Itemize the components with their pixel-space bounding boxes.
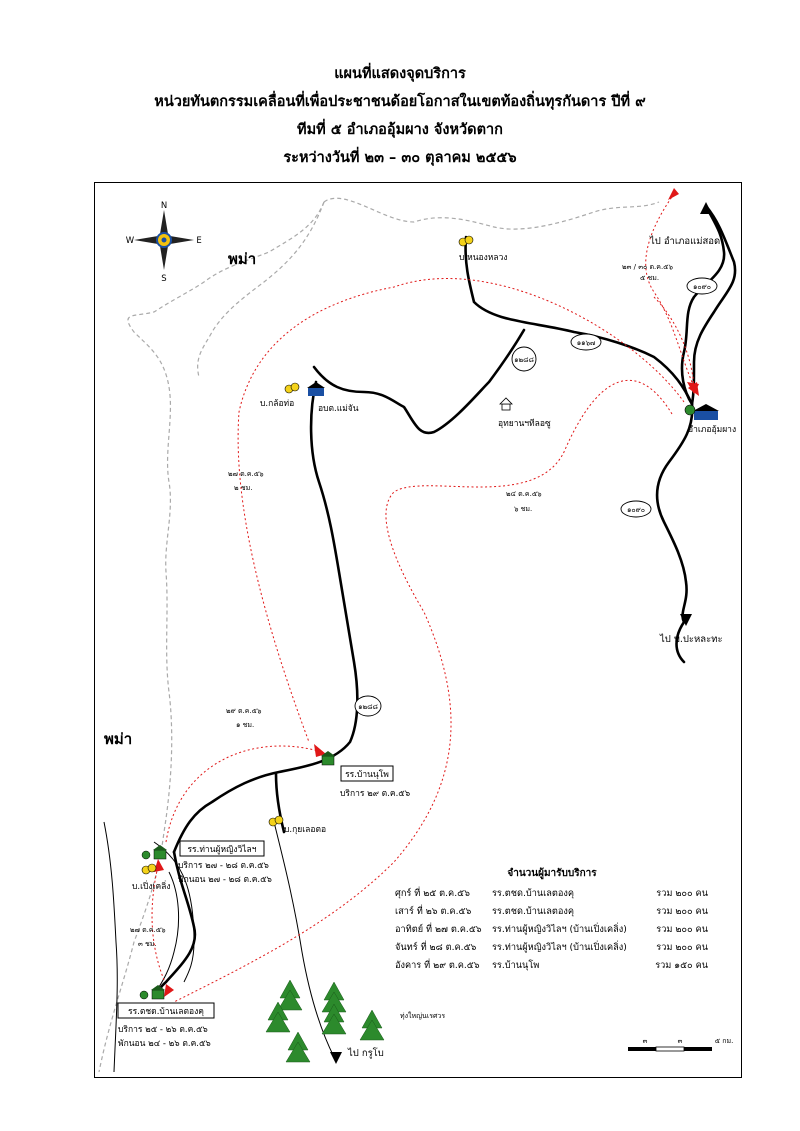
route-label-r24-date: ๒๔ ต.ค.๕๖ xyxy=(506,490,542,498)
compass-w: W xyxy=(125,236,135,246)
compass-n: N xyxy=(160,201,168,211)
label-to-palatha: ไป บ.ปะหละทะ xyxy=(660,634,723,645)
label-to-kroben: ไป กรูโบ xyxy=(348,1048,384,1059)
route-label-r29-date: ๒๙ ต.ค.๕๖ xyxy=(226,707,262,715)
hospital-icon xyxy=(685,405,695,415)
scale-label-a: ๓ xyxy=(642,1037,648,1045)
country-label-myanmar-bottom: พม่า xyxy=(104,730,133,748)
service-table-title: จำนวนผู้มารับบริการ xyxy=(507,868,597,879)
highway-label-1288: ๑๒๘๘ xyxy=(514,356,534,364)
label-klotho: บ.กล้อท่อ xyxy=(260,399,295,409)
title-line-3: ทีมที่ ๕ อำเภออุ้มผาง จังหวัดตาก xyxy=(297,122,503,138)
service-row-day: เสาร์ ที่ ๒๖ ต.ค.๕๖ xyxy=(395,906,472,917)
highway-label-1090-top: ๑๐๙๐ xyxy=(692,283,712,291)
service-row-day: ศุกร์ ที่ ๒๕ ต.ค.๕๖ xyxy=(395,888,470,899)
route-label-r29-dur: ๑ ชม. xyxy=(236,721,255,729)
map-title-block xyxy=(0,60,800,172)
service-row-day: อาทิตย์ ที่ ๒๗ ต.ค.๕๖ xyxy=(395,924,482,935)
label-nunpho-service: บริการ ๒๙ ต.ค.๕๖ xyxy=(340,789,411,799)
label-savanna: ทุ่งใหญ่นเรศวร xyxy=(400,1012,446,1020)
country-label-myanmar-top: พม่า xyxy=(228,250,257,268)
highway-label-1288-south: ๑๒๘๘ xyxy=(358,703,378,711)
service-row-place: รร.บ้านนุโพ xyxy=(492,960,540,971)
label-school-thanphuying: รร.ท่านผู้หญิงวิไลฯ xyxy=(187,845,257,855)
service-row-total: รวม ๒๐๐ คน xyxy=(656,942,708,953)
service-row-total: รวม ๑๕๐ คน xyxy=(655,960,708,971)
compass-e: E xyxy=(196,236,202,246)
label-school-letongku: รร.ตชด.บ้านเลตองคุ xyxy=(128,1007,204,1017)
route-label-r27b-dur: ๓ ชม. xyxy=(138,940,157,948)
service-row-day: อังคาร ที่ ๒๙ ต.ค.๕๖ xyxy=(395,960,480,971)
route-label-r27-dur: ๒ ชม. xyxy=(234,484,253,492)
route-label-r27-date: ๒๗ ต.ค.๕๖ xyxy=(228,470,264,478)
label-obt-maechan: อบต.แม่จัน xyxy=(318,404,359,414)
label-nonglaung: บ.หนองหลวง xyxy=(459,253,508,263)
service-row-total: รวม ๒๐๐ คน xyxy=(656,888,708,899)
service-row-place: รร.ตชด.บ้านเลตองคุ xyxy=(492,906,575,917)
label-umphang: อำเภออุ้มผาง xyxy=(688,425,737,435)
label-to-maesot: ไป อำเภอแม่สอด xyxy=(650,236,721,247)
highway-label-1167: ๑๑๖๗ xyxy=(576,339,596,347)
service-row-total: รวม ๒๐๐ คน xyxy=(656,906,708,917)
label-letongku-service: บริการ ๒๕ - ๒๖ ต.ค.๕๖ xyxy=(118,1025,208,1035)
label-school-nunpho: รร.บ้านนุโพ xyxy=(345,770,389,780)
service-row-place: รร.ตชด.บ้านเลตองคุ xyxy=(492,888,575,899)
highway-label-1090-bottom: ๑๐๙๐ xyxy=(626,506,646,514)
scale-bar xyxy=(628,1047,712,1051)
label-national-park: อุทยานฯทีลอซู xyxy=(498,419,551,429)
title-line-4: ระหว่างวันที่ ๒๓ – ๓๐ ตุลาคม ๒๕๕๖ xyxy=(283,150,517,166)
title-line-2: หน่วยทันตกรรมเคลื่อนที่เพื่อประชาชนด้อยโอกาสในเขตท้องถิ่นทุรกันดาร ปีที่ ๙ xyxy=(154,94,646,110)
route-label-r27b-date: ๒๗ ต.ค.๕๖ xyxy=(130,926,166,934)
label-letongku-stay: พักนอน ๒๔ - ๒๖ ต.ค.๕๖ xyxy=(118,1039,211,1049)
label-thanphuying-stay: พักนอน ๒๗ - ๒๘ ต.ค.๕๖ xyxy=(178,875,272,885)
route-label-r23-dur: ๕ ชม. xyxy=(640,274,660,282)
compass-s: S xyxy=(161,274,167,284)
label-pengkleng: บ.เปิ่งเคลิ่ง xyxy=(132,882,171,892)
title-line-1: แผนที่แสดงจุดบริการ xyxy=(334,66,466,82)
route-label-r23-date: ๒๓ / ๓๐ ต.ค.๕๖ xyxy=(622,263,673,271)
label-thanphuying-service: บริการ ๒๗ - ๒๘ ต.ค.๕๖ xyxy=(178,861,269,871)
service-row-place: รร.ท่านผู้หญิงวิไลฯ (บ้านเปิ่งเคลิ่ง) xyxy=(492,942,627,953)
label-kuilerto: บ.กุยเลอตอ xyxy=(284,825,327,835)
map-frame xyxy=(94,182,742,1078)
service-row-place: รร.ท่านผู้หญิงวิไลฯ (บ้านเปิ่งเคลิ่ง) xyxy=(492,924,627,935)
route-label-r24-dur: ๖ ชม. xyxy=(514,505,533,513)
scale-label-b: ๓ xyxy=(677,1037,683,1045)
service-row-total: รวม ๒๐๐ คน xyxy=(656,924,708,935)
scale-label-c: ๕ กม. xyxy=(714,1037,734,1045)
service-row-day: จันทร์ ที่ ๒๘ ต.ค.๕๖ xyxy=(395,942,477,953)
